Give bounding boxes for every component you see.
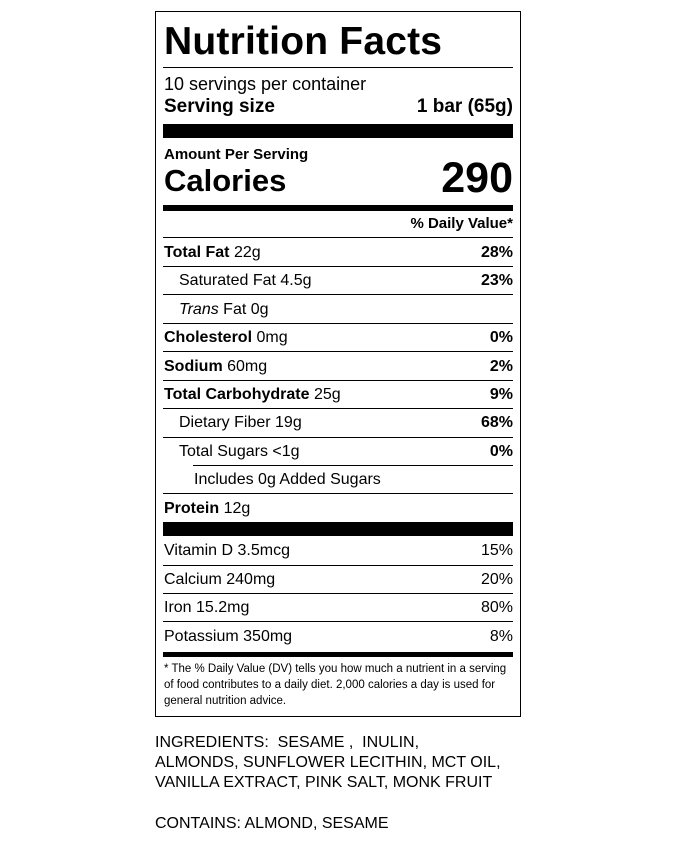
dv-total-sugars: 0% bbox=[489, 443, 513, 460]
daily-value-header: % Daily Value* bbox=[410, 215, 513, 232]
nutrient-sodium: Sodium 60mg bbox=[164, 358, 268, 375]
divider bbox=[163, 408, 513, 409]
dv-total-fat: 28% bbox=[480, 244, 513, 261]
ingredients-line-2: ALMONDS, SUNFLOWER LECITHIN, MCT OIL, bbox=[155, 754, 501, 771]
dv-vitamin-d: 15% bbox=[480, 542, 513, 559]
divider bbox=[163, 266, 513, 267]
divider bbox=[163, 593, 513, 594]
ingredients bbox=[155, 733, 501, 793]
ingredients-line-3: VANILLA EXTRACT, PINK SALT, MONK FRUIT bbox=[155, 774, 493, 791]
amount-per-serving: Amount Per Serving bbox=[164, 146, 309, 163]
dv-saturated-fat: 23% bbox=[480, 272, 513, 289]
serving-size-value: 1 bar (65g) bbox=[416, 96, 513, 117]
vitamin-d: Vitamin D 3.5mcg bbox=[164, 542, 290, 559]
nutrient-total-fat: Total Fat 22g bbox=[164, 244, 261, 261]
nutrition-facts-label bbox=[155, 11, 521, 717]
divider bbox=[163, 294, 513, 295]
divider bbox=[163, 565, 513, 566]
nutrient-saturated-fat: Saturated Fat 4.5g bbox=[179, 272, 312, 289]
dv-dietary-fiber: 68% bbox=[480, 414, 513, 431]
divider bbox=[163, 380, 513, 381]
divider bbox=[163, 351, 513, 352]
calories-value: 290 bbox=[441, 154, 513, 202]
footnote: * The % Daily Value (DV) tells you how much a nutrient in a serving of food contributes to a daily diet. 2,000 calories a day is used for general nutrition advice. bbox=[164, 663, 507, 707]
serving-size-label: Serving size bbox=[164, 96, 275, 117]
dv-iron: 80% bbox=[480, 599, 513, 616]
ingredients-line-1: INGREDIENTS: SESAME , INULIN, bbox=[155, 734, 420, 751]
nutrient-added-sugars: Includes 0g Added Sugars bbox=[194, 471, 381, 488]
iron: Iron 15.2mg bbox=[164, 599, 250, 616]
divider bbox=[163, 437, 513, 438]
divider bbox=[163, 621, 513, 622]
nutrient-total-sugars: Total Sugars <1g bbox=[179, 443, 300, 460]
nutrient-trans-fat: Trans Fat 0g bbox=[179, 301, 269, 318]
nutrient-dietary-fiber: Dietary Fiber 19g bbox=[179, 414, 302, 431]
nutrient-cholesterol: Cholesterol 0mg bbox=[164, 329, 288, 346]
dv-total-carbohydrate: 9% bbox=[489, 386, 513, 403]
dv-calcium: 20% bbox=[480, 571, 513, 588]
label-title: Nutrition Facts bbox=[164, 20, 443, 63]
divider bbox=[163, 493, 513, 494]
divider bbox=[163, 67, 513, 68]
thick-divider bbox=[163, 522, 513, 536]
nutrient-protein: Protein 12g bbox=[164, 500, 251, 517]
divider bbox=[163, 237, 513, 238]
potassium: Potassium 350mg bbox=[164, 628, 293, 645]
thick-divider bbox=[163, 124, 513, 138]
divider bbox=[163, 323, 513, 324]
dv-potassium: 8% bbox=[489, 628, 513, 645]
medium-divider bbox=[163, 205, 513, 211]
calcium: Calcium 240mg bbox=[164, 571, 276, 588]
dv-cholesterol: 0% bbox=[489, 329, 513, 346]
servings-per-container: 10 servings per container bbox=[164, 74, 367, 94]
divider bbox=[193, 465, 513, 466]
dv-sodium: 2% bbox=[489, 358, 513, 375]
medium-divider bbox=[163, 652, 513, 657]
calories-label: Calories bbox=[164, 163, 287, 198]
nutrient-total-carbohydrate: Total Carbohydrate 25g bbox=[164, 386, 341, 403]
allergen-statement: CONTAINS: ALMOND, SESAME bbox=[155, 815, 389, 832]
